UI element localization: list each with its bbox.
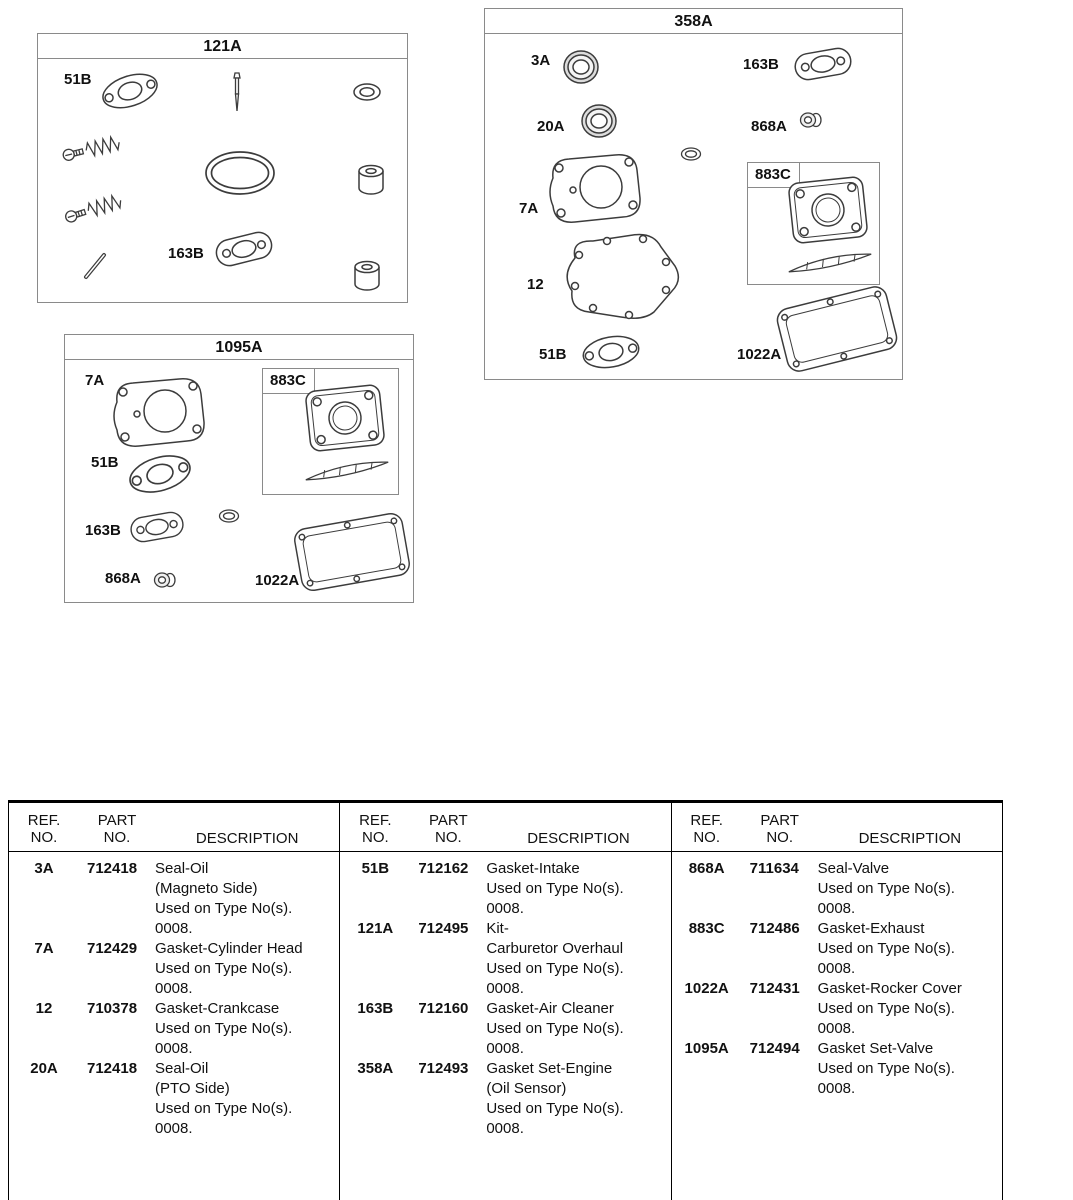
part-label-3A: 3A — [531, 52, 551, 69]
needle-valve-illustration — [230, 71, 244, 113]
gasket-strip-illustration — [300, 457, 393, 486]
table-row — [672, 979, 1002, 1039]
table-row — [9, 939, 339, 999]
description-cell: Seal-Oil (PTO Side) Used on Type No(s). 0008. — [155, 1060, 293, 1137]
ref-no-cell: 3A — [34, 860, 54, 877]
air-cleaner-gasket-illustration — [211, 224, 278, 273]
description-cell: Gasket-Cylinder Head Used on Type No(s). 0008. — [155, 940, 303, 997]
exhaust-gasket-illustration — [302, 381, 388, 455]
washer-illustration — [351, 81, 383, 103]
figure-body-358A — [485, 34, 902, 379]
ref-no-cell: 1095A — [684, 1040, 729, 1057]
description-cell: Gasket-Air Cleaner Used on Type No(s). 0008. — [486, 1000, 624, 1057]
ref-no-cell: 163B — [357, 1000, 394, 1017]
part-no-cell: 712495 — [418, 920, 469, 937]
part-no-cell: 712160 — [418, 1000, 469, 1017]
ref-no-cell: 51B — [361, 860, 390, 877]
crankcase-gasket-illustration — [553, 228, 683, 324]
ref-no-cell: 1022A — [684, 980, 729, 997]
screw-spring-illustration — [60, 188, 128, 231]
table-column-group-1 — [9, 803, 340, 1200]
intake-gasket-illustration — [578, 327, 644, 377]
table-body — [340, 852, 670, 1139]
description-cell: Gasket-Intake Used on Type No(s). 0008. — [486, 860, 624, 917]
table-row — [9, 1059, 339, 1139]
part-no-header: PART NO. — [97, 812, 137, 846]
table-header — [9, 803, 339, 852]
part-no-cell: 712418 — [87, 860, 138, 877]
part-label-1022A: 1022A — [737, 346, 782, 363]
figure-body-121A — [38, 59, 407, 302]
rocker-cover-gasket-illustration — [288, 506, 417, 597]
figure-title-358A: 358A — [485, 9, 902, 34]
oil-seal-illustration — [579, 102, 619, 140]
ref-no-cell: 868A — [688, 860, 725, 877]
air-cleaner-gasket-illustration — [126, 505, 187, 548]
description-header: DESCRIPTION — [195, 830, 299, 847]
small-ring-illustration — [217, 508, 241, 524]
table-row — [672, 919, 1002, 979]
valve-seal-illustration — [153, 570, 179, 590]
part-label-51B: 51B — [91, 454, 119, 471]
part-label-51B: 51B — [539, 346, 567, 363]
figure-title-121A: 121A — [38, 34, 407, 59]
figure-body-1095A — [65, 360, 413, 602]
table-row — [340, 999, 670, 1059]
part-label-20A: 20A — [537, 118, 565, 135]
part-label-1022A: 1022A — [255, 572, 300, 589]
ref-no-header: REF. NO. — [27, 812, 61, 846]
part-no-cell: 712431 — [749, 980, 800, 997]
table-row — [340, 919, 670, 999]
part-no-cell: 712493 — [418, 1060, 469, 1077]
part-no-cell: 712494 — [749, 1040, 800, 1057]
ref-no-cell: 7A — [34, 940, 54, 957]
bushing-illustration — [352, 259, 382, 291]
air-cleaner-gasket-illustration — [790, 41, 855, 87]
ref-no-cell: 20A — [30, 1060, 58, 1077]
part-no-cell: 712486 — [749, 920, 800, 937]
part-label-883C: 883C — [263, 369, 315, 394]
table-row — [672, 859, 1002, 919]
part-label-12: 12 — [527, 276, 544, 293]
description-cell: Gasket Set-Engine (Oil Sensor) Used on Type No(s). 0008. — [486, 1060, 624, 1137]
part-no-header: PART NO. — [429, 812, 468, 846]
o-ring-illustration — [202, 149, 278, 197]
table-body — [672, 852, 1002, 1099]
oil-seal-illustration — [561, 48, 601, 86]
description-cell: Gasket Set-Valve Used on Type No(s). 0008. — [817, 1040, 955, 1097]
part-no-cell: 710378 — [87, 1000, 138, 1017]
part-label-7A: 7A — [85, 372, 105, 389]
description-cell: Seal-Oil (Magneto Side) Used on Type No(s). 0008. — [155, 860, 293, 937]
part-no-cell: 712429 — [87, 940, 138, 957]
part-label-163B: 163B — [85, 522, 121, 539]
table-row — [340, 859, 670, 919]
part-label-883C: 883C — [748, 163, 800, 188]
part-no-cell: 712162 — [418, 860, 469, 877]
gasket-strip-illustration — [783, 249, 876, 278]
description-cell: Kit- Carburetor Overhaul Used on Type No(s). 0008. — [486, 920, 624, 997]
figure-box-121A — [37, 33, 408, 303]
screw-spring-illustration — [58, 130, 126, 169]
table-body — [9, 852, 339, 1139]
table-header — [672, 803, 1002, 852]
part-label-868A: 868A — [751, 118, 787, 135]
table-row — [9, 999, 339, 1059]
valve-seal-illustration — [799, 110, 825, 130]
parts-table — [8, 800, 1003, 1200]
table-header — [340, 803, 670, 852]
part-label-163B: 163B — [743, 56, 779, 73]
pin-illustration — [82, 251, 108, 281]
ref-no-cell: 358A — [357, 1060, 394, 1077]
table-row — [340, 1059, 670, 1139]
inner-box-883C — [747, 162, 880, 285]
rocker-cover-gasket-illustration — [770, 279, 904, 380]
figure-box-358A — [484, 8, 903, 380]
intake-gasket-illustration — [122, 444, 198, 504]
part-label-163B: 163B — [168, 245, 204, 262]
part-no-header: PART NO. — [760, 812, 799, 846]
intake-gasket-illustration — [95, 63, 164, 120]
description-header: DESCRIPTION — [858, 830, 962, 847]
description-header: DESCRIPTION — [527, 830, 630, 847]
part-no-cell: 711634 — [749, 860, 799, 877]
description-cell: Gasket-Rocker Cover Used on Type No(s). 0008. — [817, 980, 962, 1037]
description-cell: Gasket-Exhaust Used on Type No(s). 0008. — [817, 920, 955, 977]
figure-title-1095A: 1095A — [65, 335, 413, 360]
ref-no-cell: 121A — [357, 920, 394, 937]
table-row — [9, 859, 339, 939]
small-ring-illustration — [679, 146, 703, 162]
bushing-illustration — [356, 163, 386, 195]
part-label-7A: 7A — [519, 200, 539, 217]
ref-no-cell: 12 — [35, 1000, 53, 1017]
table-column-group-3 — [672, 803, 1003, 1200]
description-cell: Gasket-Crankcase Used on Type No(s). 0008. — [155, 1000, 293, 1057]
table-column-group-2 — [340, 803, 671, 1200]
exhaust-gasket-illustration — [785, 173, 871, 247]
part-no-cell: 712418 — [87, 1060, 138, 1077]
ref-no-header: REF. NO. — [359, 812, 392, 846]
ref-no-cell: 883C — [688, 920, 725, 937]
figure-box-1095A — [64, 334, 414, 603]
cylinder-head-gasket-illustration — [543, 150, 643, 226]
inner-box-883C — [262, 368, 399, 495]
description-cell: Seal-Valve Used on Type No(s). 0008. — [817, 860, 955, 917]
table-row — [672, 1039, 1002, 1099]
part-label-868A: 868A — [105, 570, 141, 587]
part-label-51B: 51B — [64, 71, 92, 88]
cylinder-head-gasket-illustration — [107, 374, 207, 450]
ref-no-header: REF. NO. — [690, 812, 723, 846]
